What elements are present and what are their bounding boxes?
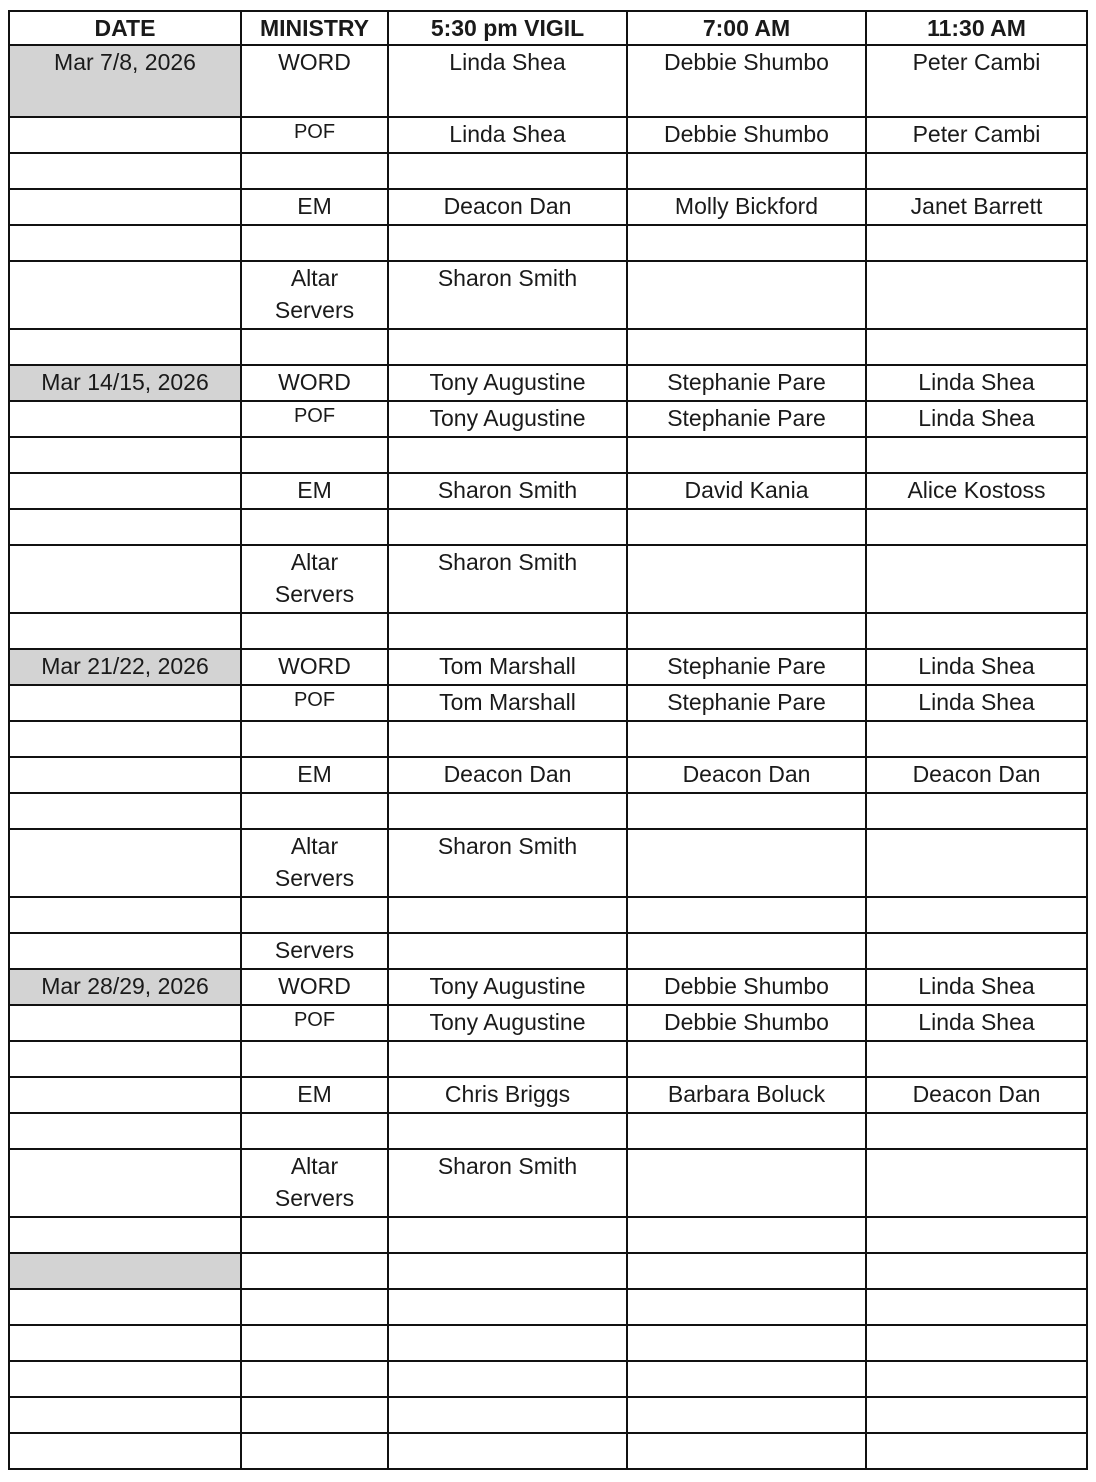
ministry-cell xyxy=(241,1253,388,1289)
vigil-cell xyxy=(388,897,627,933)
date-cell: Mar 7/8, 2026 xyxy=(9,45,241,117)
ministry-cell: POF xyxy=(241,401,388,437)
am7-cell xyxy=(627,793,866,829)
table-row xyxy=(9,757,1087,793)
am7-cell xyxy=(627,1397,866,1433)
am7-cell: David Kania xyxy=(627,473,866,509)
am1130-cell: Linda Shea xyxy=(866,401,1087,437)
table-row xyxy=(9,117,1087,153)
ministry-cell: WORD xyxy=(241,969,388,1005)
vigil-cell: Sharon Smith xyxy=(388,261,627,329)
vigil-cell: Sharon Smith xyxy=(388,545,627,613)
am7-cell: Debbie Shumbo xyxy=(627,45,866,117)
vigil-cell xyxy=(388,1113,627,1149)
vigil-cell: Sharon Smith xyxy=(388,1149,627,1217)
date-cell xyxy=(9,793,241,829)
date-cell xyxy=(9,509,241,545)
am1130-cell xyxy=(866,1217,1087,1253)
am7-cell: Stephanie Pare xyxy=(627,649,866,685)
ministry-cell: EM xyxy=(241,473,388,509)
date-cell xyxy=(9,1041,241,1077)
date-cell xyxy=(9,757,241,793)
table-row xyxy=(9,721,1087,757)
table-row xyxy=(9,401,1087,437)
ministry-cell xyxy=(241,225,388,261)
vigil-cell: Deacon Dan xyxy=(388,757,627,793)
date-cell xyxy=(9,329,241,365)
table-row xyxy=(9,1289,1087,1325)
table-row xyxy=(9,897,1087,933)
date-cell xyxy=(9,261,241,329)
ministry-cell: Altar Servers xyxy=(241,1149,388,1217)
vigil-cell xyxy=(388,1325,627,1361)
table-row xyxy=(9,829,1087,897)
am7-cell xyxy=(627,721,866,757)
vigil-cell: Deacon Dan xyxy=(388,189,627,225)
ministry-cell: Altar Servers xyxy=(241,545,388,613)
am7-cell xyxy=(627,261,866,329)
am1130-cell: Linda Shea xyxy=(866,649,1087,685)
am7-cell xyxy=(627,329,866,365)
am7-cell xyxy=(627,613,866,649)
ministry-cell xyxy=(241,613,388,649)
table-row xyxy=(9,1361,1087,1397)
am7-cell xyxy=(627,897,866,933)
table-row xyxy=(9,1077,1087,1113)
am7-cell xyxy=(627,545,866,613)
date-cell xyxy=(9,1253,241,1289)
am7-cell xyxy=(627,1433,866,1469)
am1130-cell xyxy=(866,1433,1087,1469)
vigil-cell: Sharon Smith xyxy=(388,473,627,509)
table-row xyxy=(9,685,1087,721)
am7-cell: Stephanie Pare xyxy=(627,401,866,437)
table-row xyxy=(9,1253,1087,1289)
date-cell xyxy=(9,613,241,649)
vigil-cell xyxy=(388,1217,627,1253)
vigil-cell xyxy=(388,721,627,757)
ministry-cell: WORD xyxy=(241,45,388,117)
am7-cell: Debbie Shumbo xyxy=(627,117,866,153)
table-row xyxy=(9,365,1087,401)
am7-cell xyxy=(627,437,866,473)
ministry-cell: Altar Servers xyxy=(241,261,388,329)
table-row xyxy=(9,649,1087,685)
vigil-cell: Tom Marshall xyxy=(388,685,627,721)
ministry-cell xyxy=(241,329,388,365)
ministry-cell: POF xyxy=(241,685,388,721)
vigil-cell xyxy=(388,1433,627,1469)
ministry-cell xyxy=(241,437,388,473)
am1130-cell xyxy=(866,721,1087,757)
table-row xyxy=(9,45,1087,117)
header-row xyxy=(9,11,1087,45)
ministry-cell xyxy=(241,1325,388,1361)
am1130-cell xyxy=(866,1149,1087,1217)
am1130-cell: Deacon Dan xyxy=(866,1077,1087,1113)
date-cell xyxy=(9,545,241,613)
ministry-cell xyxy=(241,1433,388,1469)
am1130-cell xyxy=(866,545,1087,613)
table-row xyxy=(9,1325,1087,1361)
date-cell xyxy=(9,153,241,189)
table-row xyxy=(9,1113,1087,1149)
vigil-cell: Tony Augustine xyxy=(388,365,627,401)
ministry-cell: EM xyxy=(241,189,388,225)
table-row xyxy=(9,329,1087,365)
am7-cell xyxy=(627,829,866,897)
vigil-cell: Chris Briggs xyxy=(388,1077,627,1113)
vigil-cell xyxy=(388,1289,627,1325)
date-cell xyxy=(9,721,241,757)
vigil-cell: Linda Shea xyxy=(388,117,627,153)
am1130-cell: Peter Cambi xyxy=(866,45,1087,117)
vigil-cell xyxy=(388,329,627,365)
am7-cell: Stephanie Pare xyxy=(627,685,866,721)
date-cell xyxy=(9,1217,241,1253)
vigil-cell xyxy=(388,1397,627,1433)
vigil-cell: Tony Augustine xyxy=(388,1005,627,1041)
am1130-cell: Linda Shea xyxy=(866,1005,1087,1041)
table-row xyxy=(9,1397,1087,1433)
header-1130am: 11:30 AM xyxy=(866,11,1087,45)
date-cell: Mar 28/29, 2026 xyxy=(9,969,241,1005)
vigil-cell xyxy=(388,933,627,969)
ministry-cell xyxy=(241,1217,388,1253)
date-cell xyxy=(9,1289,241,1325)
date-cell xyxy=(9,1325,241,1361)
am1130-cell xyxy=(866,1113,1087,1149)
table-row xyxy=(9,225,1087,261)
vigil-cell xyxy=(388,437,627,473)
date-cell xyxy=(9,225,241,261)
vigil-cell xyxy=(388,613,627,649)
date-cell xyxy=(9,1361,241,1397)
date-cell xyxy=(9,1149,241,1217)
am7-cell xyxy=(627,1325,866,1361)
vigil-cell xyxy=(388,153,627,189)
date-cell: Mar 21/22, 2026 xyxy=(9,649,241,685)
vigil-cell: Sharon Smith xyxy=(388,829,627,897)
am1130-cell xyxy=(866,829,1087,897)
vigil-cell xyxy=(388,1361,627,1397)
am1130-cell: Linda Shea xyxy=(866,969,1087,1005)
am1130-cell xyxy=(866,1361,1087,1397)
am1130-cell: Linda Shea xyxy=(866,365,1087,401)
am7-cell: Deacon Dan xyxy=(627,757,866,793)
am7-cell xyxy=(627,933,866,969)
table-row xyxy=(9,1149,1087,1217)
date-cell xyxy=(9,1005,241,1041)
am7-cell xyxy=(627,1041,866,1077)
ministry-cell xyxy=(241,1113,388,1149)
am1130-cell xyxy=(866,933,1087,969)
header-date: DATE xyxy=(9,11,241,45)
am1130-cell xyxy=(866,509,1087,545)
am1130-cell xyxy=(866,793,1087,829)
am1130-cell xyxy=(866,613,1087,649)
table-row xyxy=(9,473,1087,509)
am1130-cell xyxy=(866,1253,1087,1289)
ministry-cell xyxy=(241,1397,388,1433)
date-cell xyxy=(9,1433,241,1469)
vigil-cell: Linda Shea xyxy=(388,45,627,117)
date-cell xyxy=(9,897,241,933)
ministry-cell: Altar Servers xyxy=(241,829,388,897)
vigil-cell xyxy=(388,1253,627,1289)
ministry-cell xyxy=(241,897,388,933)
date-cell xyxy=(9,401,241,437)
table-row xyxy=(9,261,1087,329)
table-row xyxy=(9,1217,1087,1253)
date-cell xyxy=(9,1397,241,1433)
ministry-cell: POF xyxy=(241,1005,388,1041)
header-vigil: 5:30 pm VIGIL xyxy=(388,11,627,45)
am1130-cell xyxy=(866,225,1087,261)
date-cell xyxy=(9,437,241,473)
table-row xyxy=(9,153,1087,189)
date-cell xyxy=(9,117,241,153)
date-cell xyxy=(9,933,241,969)
ministry-cell xyxy=(241,721,388,757)
table-row xyxy=(9,189,1087,225)
am1130-cell xyxy=(866,1289,1087,1325)
ministry-cell: EM xyxy=(241,757,388,793)
ministry-cell xyxy=(241,1361,388,1397)
vigil-cell: Tony Augustine xyxy=(388,401,627,437)
am1130-cell xyxy=(866,1397,1087,1433)
table-row xyxy=(9,1005,1087,1041)
am1130-cell: Peter Cambi xyxy=(866,117,1087,153)
am7-cell xyxy=(627,225,866,261)
am1130-cell xyxy=(866,261,1087,329)
schedule-body xyxy=(9,45,1087,1469)
am1130-cell xyxy=(866,153,1087,189)
am1130-cell xyxy=(866,897,1087,933)
ministry-cell xyxy=(241,1289,388,1325)
table-row xyxy=(9,969,1087,1005)
am1130-cell xyxy=(866,1041,1087,1077)
am7-cell: Molly Bickford xyxy=(627,189,866,225)
ministry-cell: WORD xyxy=(241,649,388,685)
am7-cell xyxy=(627,1253,866,1289)
date-cell xyxy=(9,473,241,509)
ministry-cell xyxy=(241,153,388,189)
table-row xyxy=(9,509,1087,545)
table-row xyxy=(9,437,1087,473)
am7-cell: Debbie Shumbo xyxy=(627,1005,866,1041)
am1130-cell: Janet Barrett xyxy=(866,189,1087,225)
table-row xyxy=(9,933,1087,969)
date-cell: Mar 14/15, 2026 xyxy=(9,365,241,401)
date-cell xyxy=(9,189,241,225)
ministry-cell: POF xyxy=(241,117,388,153)
am7-cell xyxy=(627,1149,866,1217)
vigil-cell xyxy=(388,1041,627,1077)
vigil-cell: Tony Augustine xyxy=(388,969,627,1005)
header-ministry: MINISTRY xyxy=(241,11,388,45)
am7-cell xyxy=(627,1361,866,1397)
am7-cell xyxy=(627,509,866,545)
header-7am: 7:00 AM xyxy=(627,11,866,45)
schedule-table xyxy=(8,10,1088,1470)
vigil-cell xyxy=(388,225,627,261)
ministry-cell: WORD xyxy=(241,365,388,401)
am7-cell xyxy=(627,1217,866,1253)
am1130-cell xyxy=(866,437,1087,473)
ministry-cell: EM xyxy=(241,1077,388,1113)
am1130-cell xyxy=(866,1325,1087,1361)
vigil-cell xyxy=(388,509,627,545)
am1130-cell: Alice Kostoss xyxy=(866,473,1087,509)
am7-cell xyxy=(627,1289,866,1325)
date-cell xyxy=(9,1113,241,1149)
ministry-cell xyxy=(241,1041,388,1077)
am7-cell: Barbara Boluck xyxy=(627,1077,866,1113)
table-row xyxy=(9,613,1087,649)
table-row xyxy=(9,1041,1087,1077)
vigil-cell xyxy=(388,793,627,829)
am7-cell xyxy=(627,153,866,189)
table-row xyxy=(9,1433,1087,1469)
table-row xyxy=(9,793,1087,829)
am1130-cell: Linda Shea xyxy=(866,685,1087,721)
date-cell xyxy=(9,829,241,897)
am1130-cell xyxy=(866,329,1087,365)
am7-cell: Stephanie Pare xyxy=(627,365,866,401)
vigil-cell: Tom Marshall xyxy=(388,649,627,685)
table-row xyxy=(9,545,1087,613)
ministry-cell: Servers xyxy=(241,933,388,969)
ministry-cell xyxy=(241,509,388,545)
ministry-cell xyxy=(241,793,388,829)
am7-cell: Debbie Shumbo xyxy=(627,969,866,1005)
am7-cell xyxy=(627,1113,866,1149)
date-cell xyxy=(9,1077,241,1113)
am1130-cell: Deacon Dan xyxy=(866,757,1087,793)
date-cell xyxy=(9,685,241,721)
